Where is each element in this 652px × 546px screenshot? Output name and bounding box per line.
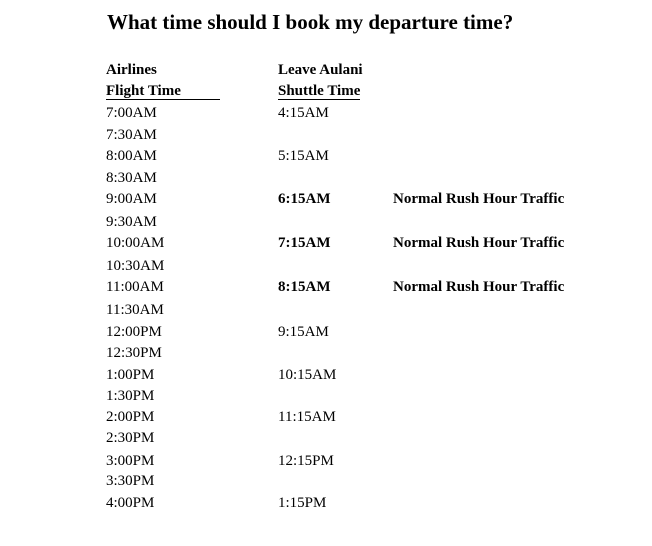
traffic-note: Normal Rush Hour Traffic bbox=[393, 235, 565, 251]
table-row bbox=[0, 343, 652, 363]
table-row bbox=[0, 212, 652, 232]
table-row bbox=[0, 451, 652, 471]
table-row bbox=[0, 125, 652, 145]
shuttle-time-cell: 6:15AM bbox=[278, 191, 331, 207]
table-row bbox=[0, 146, 652, 166]
table-row bbox=[0, 365, 652, 385]
table-row bbox=[0, 256, 652, 276]
flight-time-cell: 2:30PM bbox=[106, 430, 155, 446]
table-row bbox=[0, 471, 652, 491]
shuttle-time-header: Shuttle Time bbox=[278, 83, 361, 99]
shuttle-time-cell: 10:15AM bbox=[278, 367, 337, 383]
flight-time-cell: 7:00AM bbox=[106, 105, 157, 121]
table-row bbox=[0, 168, 652, 188]
flight-time-cell: 10:30AM bbox=[106, 258, 165, 274]
flight-time-cell: 10:00AM bbox=[106, 235, 165, 251]
flight-time-cell: 7:30AM bbox=[106, 127, 157, 143]
shuttle-time-cell: 5:15AM bbox=[278, 148, 329, 164]
shuttle-time-cell: 9:15AM bbox=[278, 324, 329, 340]
flight-time-cell: 8:00AM bbox=[106, 148, 157, 164]
flight-time-cell: 3:00PM bbox=[106, 453, 155, 469]
leave-aulani-header: Leave Aulani bbox=[278, 62, 363, 78]
table-row bbox=[0, 386, 652, 406]
table-row bbox=[0, 322, 652, 342]
shuttle-time-cell: 11:15AM bbox=[278, 409, 336, 425]
table-row bbox=[0, 233, 652, 253]
flight-time-cell: 8:30AM bbox=[106, 170, 157, 186]
flight-time-cell: 9:30AM bbox=[106, 214, 157, 230]
flight-time-cell: 12:00PM bbox=[106, 324, 162, 340]
airlines-header: Airlines bbox=[106, 62, 157, 78]
shuttle-time-cell: 4:15AM bbox=[278, 105, 329, 121]
flight-time-cell: 3:30PM bbox=[106, 473, 155, 489]
table-row bbox=[0, 407, 652, 427]
flight-time-cell: 1:00PM bbox=[106, 367, 155, 383]
shuttle-time-cell: 7:15AM bbox=[278, 235, 331, 251]
table-row bbox=[0, 189, 652, 209]
shuttle-time-cell: 12:15PM bbox=[278, 453, 334, 469]
flight-time-cell: 4:00PM bbox=[106, 495, 155, 511]
table-row bbox=[0, 277, 652, 297]
table-row bbox=[0, 428, 652, 448]
flight-time-cell: 2:00PM bbox=[106, 409, 155, 425]
shuttle-time-cell: 8:15AM bbox=[278, 279, 331, 295]
flight-time-cell: 1:30PM bbox=[106, 388, 155, 404]
shuttle-time-cell: 1:15PM bbox=[278, 495, 327, 511]
traffic-note: Normal Rush Hour Traffic bbox=[393, 279, 565, 295]
table-row bbox=[0, 300, 652, 320]
flight-time-cell: 11:00AM bbox=[106, 279, 164, 295]
page-title: What time should I book my departure time? bbox=[107, 10, 514, 34]
flight-time-cell: 9:00AM bbox=[106, 191, 157, 207]
flight-time-cell: 12:30PM bbox=[106, 345, 162, 361]
flight-time-cell: 11:30AM bbox=[106, 302, 164, 318]
traffic-note: Normal Rush Hour Traffic bbox=[393, 191, 565, 207]
table-row bbox=[0, 493, 652, 513]
table-row bbox=[0, 103, 652, 123]
flight-time-header: Flight Time bbox=[106, 83, 220, 100]
